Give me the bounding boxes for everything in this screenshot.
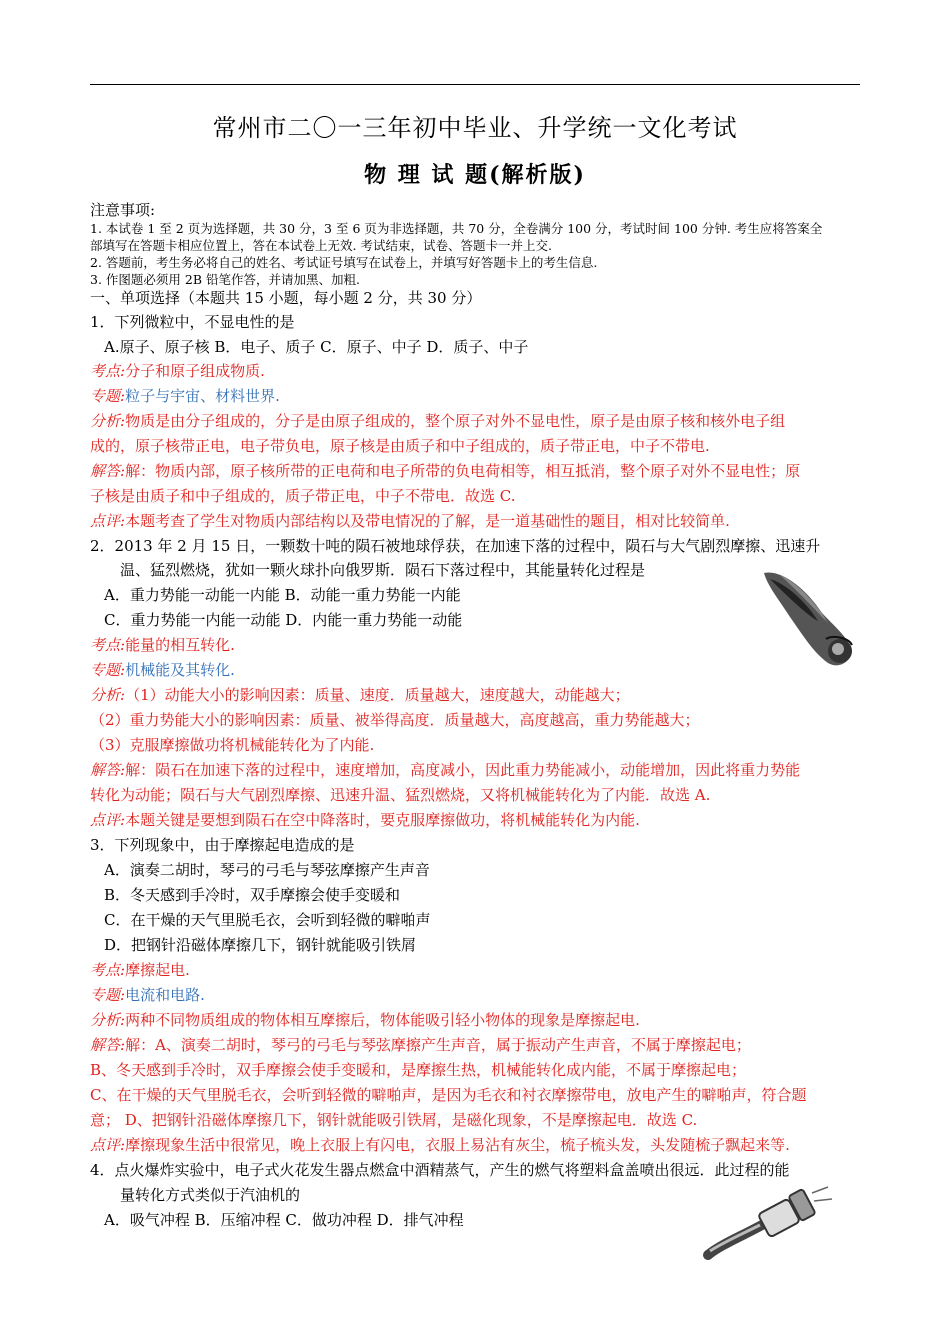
q1-stem: 1．下列微粒中，不显电性的是	[90, 313, 295, 331]
q3-dianping: 摩擦现象生活中很常见，晚上衣服上有闪电，衣服上易沾有灰尘，梳子梳头发，头发随梳子飘起来等.	[125, 1136, 790, 1154]
kaodian-label: 考点:	[90, 636, 126, 654]
page-title: 常州市二〇一三年初中毕业、升学统一文化考试	[212, 114, 738, 142]
dianping-label: 点评:	[90, 1136, 126, 1154]
q3-jieda-3: C、在干燥的天气里脱毛衣，会听到轻微的噼啪声，是因为毛衣和衬衣摩擦带电，放电产生的噼啪声，符合题	[90, 1086, 807, 1104]
q1-zhuanti: 粒子与宇宙、材料世界.	[125, 387, 280, 405]
q3-zhuanti: 电流和电路.	[125, 986, 205, 1004]
q1-dianping: 本题考查了学生对物质内部结构以及带电情况的了解，是一道基础性的题目，相对比较简单.	[125, 512, 730, 530]
q1-options: A.原子、原子核 B．电子、质子 C．原子、中子 D．质子、中子	[104, 338, 529, 356]
zhuanti-label: 专题:	[90, 387, 126, 405]
q1-fenxi-2: 成的，原子核带正电，电子带负电，原子核是由质子和中子组成的，质子带正电，中子不带电.	[90, 437, 710, 455]
notice-item-1b: 部填写在答题卡相应位置上，答在本试卷上无效. 考试结束，试卷、答题卡一并上交.	[90, 238, 552, 253]
q3-jieda-4: 意； D、把钢针沿磁体摩擦几下，钢针就能吸引铁屑，是磁化现象，不是摩擦起电．故选 C.	[90, 1111, 698, 1129]
page-subtitle: 物 理 试 题(解析版)	[364, 162, 586, 188]
q2-fenxi-1: （1）动能大小的影响因素：质量、速度．质量越大，速度越大，动能越大；	[125, 686, 630, 704]
jieda-label: 解答:	[90, 462, 126, 480]
jieda-label: 解答:	[90, 761, 126, 779]
q4-stem-1: 4．点火爆炸实验中，电子式火花发生器点燃盒中酒精蒸气，产生的燃气将塑料盒盖喷出很远．此过程的能	[90, 1161, 790, 1179]
header-rule	[90, 84, 860, 85]
dianping-label: 点评:	[90, 512, 126, 530]
q2-dianping: 本题关键是要想到陨石在空中降落时，要克服摩擦做功，将机械能转化为内能.	[125, 811, 640, 829]
zhuanti-label: 专题:	[90, 986, 126, 1004]
section-heading: 一、单项选择（本题共 15 小题，每小题 2 分，共 30 分）	[90, 289, 482, 307]
notice-heading: 注意事项:	[90, 201, 156, 219]
q2-options-cd: C．重力势能一内能一动能 D．内能一重力势能一动能	[104, 611, 463, 629]
q4-stem-2: 量转化方式类似于汽油机的	[120, 1186, 301, 1204]
notice-item-2: 2. 答题前，考生务必将自己的姓名、考试证号填写在试卷上，并填写好答题卡上的考生信息.	[90, 255, 598, 270]
spark-generator-image	[700, 1185, 840, 1270]
q1-jieda-2: 子核是由质子和中子组成的，质子带正电，中子不带电．故选 C.	[90, 487, 516, 505]
notice-item-3: 3. 作图题必须用 2B 铅笔作答，并请加黑、加粗.	[90, 272, 360, 287]
q3-kaodian: 摩擦起电.	[125, 961, 190, 979]
q2-zhuanti: 机械能及其转化.	[125, 661, 235, 679]
meteor-image	[760, 565, 860, 675]
q2-stem-2: 温、猛烈燃烧，犹如一颗火球扑向俄罗斯．陨石下落过程中，其能量转化过程是	[120, 561, 646, 579]
q3-option-b: B．冬天感到手冷时，双手摩擦会使手变暖和	[104, 886, 401, 904]
fenxi-label: 分析:	[90, 686, 126, 704]
q3-jieda-1: 解：A、演奏二胡时，琴弓的弓毛与琴弦摩擦产生声音，属于振动产生声音，不属于摩擦起电；	[125, 1036, 751, 1054]
q3-option-c: C．在干燥的天气里脱毛衣，会听到轻微的噼啪声	[104, 911, 431, 929]
q2-kaodian: 能量的相互转化.	[125, 636, 235, 654]
dianping-label: 点评:	[90, 811, 126, 829]
zhuanti-label: 专题:	[90, 661, 126, 679]
kaodian-label: 考点:	[90, 362, 126, 380]
q2-fenxi-3: （3）克服摩擦做功将机械能转化为了内能.	[90, 736, 375, 754]
q2-jieda-2: 转化为动能；陨石与大气剧烈摩擦、迅速升温、猛烈燃烧，又将机械能转化为了内能．故选 A.	[90, 786, 711, 804]
q2-fenxi-2: （2）重力势能大小的影响因素：质量、被举得高度．质量越大，高度越高，重力势能越大；	[90, 711, 700, 729]
q4-options: A．吸气冲程 B．压缩冲程 C．做功冲程 D．排气冲程	[104, 1211, 464, 1229]
q2-jieda-1: 解：陨石在加速下落的过程中，速度增加，高度减小，因此重力势能减小，动能增加，因此将重力势能	[125, 761, 801, 779]
notice-item-1a: 1. 本试卷 1 至 2 页为选择题，共 30 分，3 至 6 页为非选择题，共 70 分，全卷满分 100 分，考试时间 100 分钟. 考生应将答案全	[90, 221, 823, 236]
q3-fenxi: 两种不同物质组成的物体相互摩擦后，物体能吸引轻小物体的现象是摩擦起电.	[125, 1011, 640, 1029]
q3-jieda-2: B、冬天感到手冷时，双手摩擦会使手变暖和，是摩擦生热，机械能转化成内能，不属于摩擦起电；	[90, 1061, 747, 1079]
fenxi-label: 分析:	[90, 1011, 126, 1029]
q3-stem: 3．下列现象中，由于摩擦起电造成的是	[90, 836, 355, 854]
kaodian-label: 考点:	[90, 961, 126, 979]
q2-options-ab: A．重力势能一动能一内能 B．动能一重力势能一内能	[104, 586, 461, 604]
q3-option-a: A．演奏二胡时，琴弓的弓毛与琴弦摩擦产生声音	[104, 861, 430, 879]
q3-option-d: D．把钢针沿磁体摩擦几下，钢针就能吸引铁屑	[104, 936, 417, 954]
fenxi-label: 分析:	[90, 412, 126, 430]
jieda-label: 解答:	[90, 1036, 126, 1054]
q1-fenxi-1: 物质是由分子组成的，分子是由原子组成的，整个原子对外不显电性，原子是由原子核和核外电子组	[125, 412, 786, 430]
q1-kaodian: 分子和原子组成物质.	[125, 362, 265, 380]
q1-jieda-1: 解：物质内部，原子核所带的正电荷和电子所带的负电荷相等，相互抵消，整个原子对外不显电性；原	[125, 462, 801, 480]
q2-stem-1: 2．2013 年 2 月 15 日，一颗数十吨的陨石被地球俘获，在加速下落的过程中，陨石与大气剧烈摩擦、迅速升	[90, 537, 821, 555]
